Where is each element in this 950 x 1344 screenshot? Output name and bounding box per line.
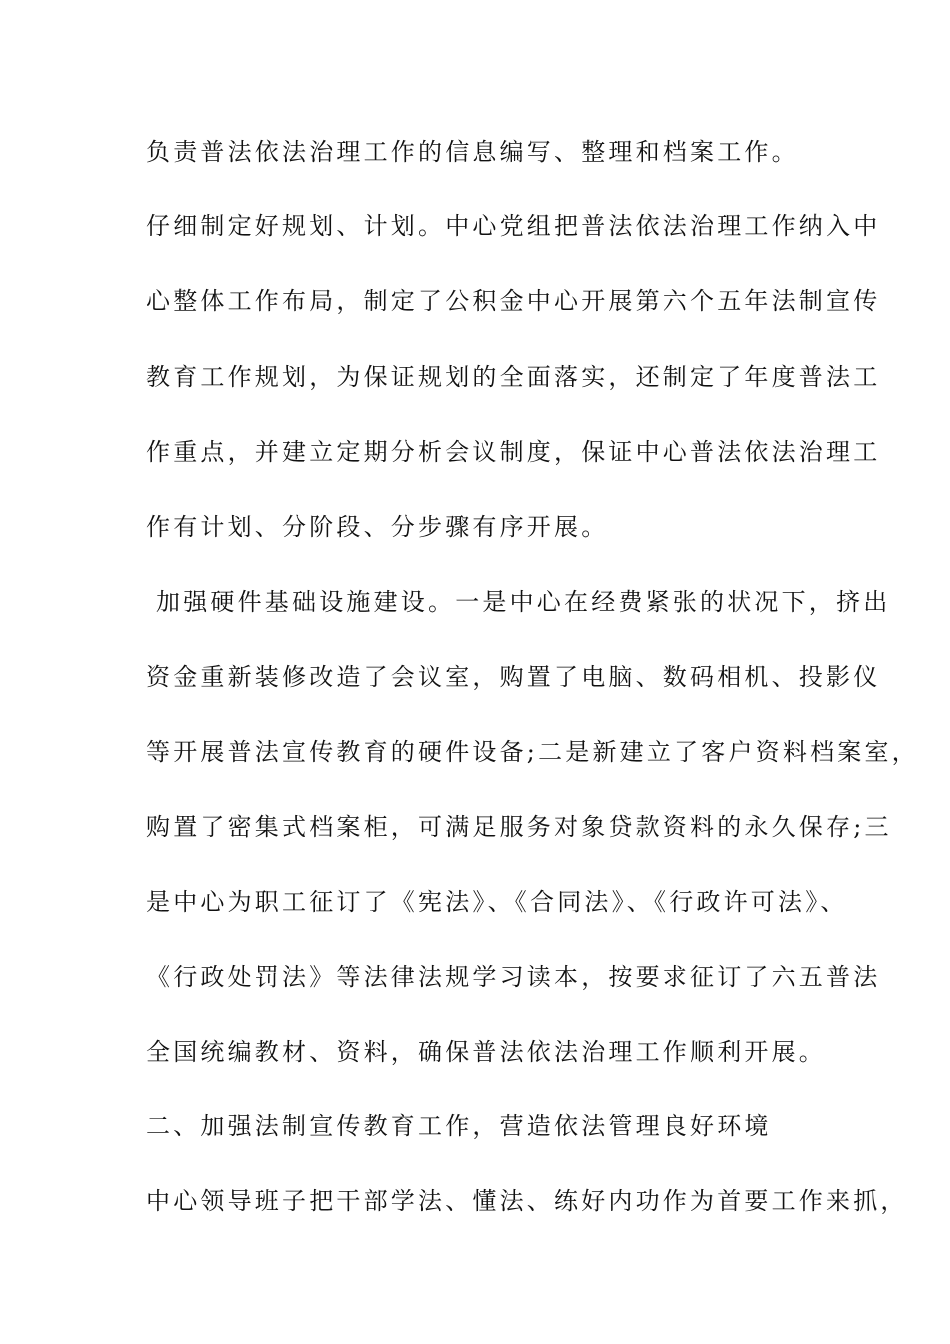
text-line: 中心领导班子把干部学法、懂法、练好内功作为首要工作来抓， (146, 1187, 908, 1215)
section-heading: 二、加强法制宣传教育工作，营造依法管理良好环境 (146, 1112, 772, 1140)
text-line: 教育工作规划，为保证规划的全面落实，还制定了年度普法工 (146, 363, 881, 391)
text-line: 负责普法依法治理工作的信息编写、整理和档案工作。 (146, 138, 799, 166)
text-line: 购置了密集式档案柜，可满足服务对象贷款资料的永久保存;三 (146, 813, 892, 841)
text-line: 作有计划、分阶段、分步骤有序开展。 (146, 513, 609, 541)
text-line: 作重点，并建立定期分析会议制度，保证中心普法依法治理工 (146, 438, 881, 466)
text-line: 等开展普法宣传教育的硬件设备;二是新建立了客户资料档案室， (146, 738, 919, 766)
text-line: 心整体工作布局，制定了公积金中心开展第六个五年法制宣传 (146, 287, 881, 315)
text-line: 资金重新装修改造了会议室，购置了电脑、数码相机、投影仪 (146, 663, 881, 691)
text-line: 全国统编教材、资料，确保普法依法治理工作顺利开展。 (146, 1038, 826, 1066)
text-line: 加强硬件基础设施建设。一是中心在经费紧张的状况下，挤出 (156, 588, 891, 616)
text-line: 仔细制定好规划、计划。中心党组把普法依法治理工作纳入中 (146, 212, 881, 240)
text-line: 《行政处罚法》等法律法规学习读本，按要求征订了六五普法 (146, 963, 881, 991)
text-line: 是中心为职工征订了《宪法》、《合同法》、《行政许可法》、 (146, 888, 848, 916)
